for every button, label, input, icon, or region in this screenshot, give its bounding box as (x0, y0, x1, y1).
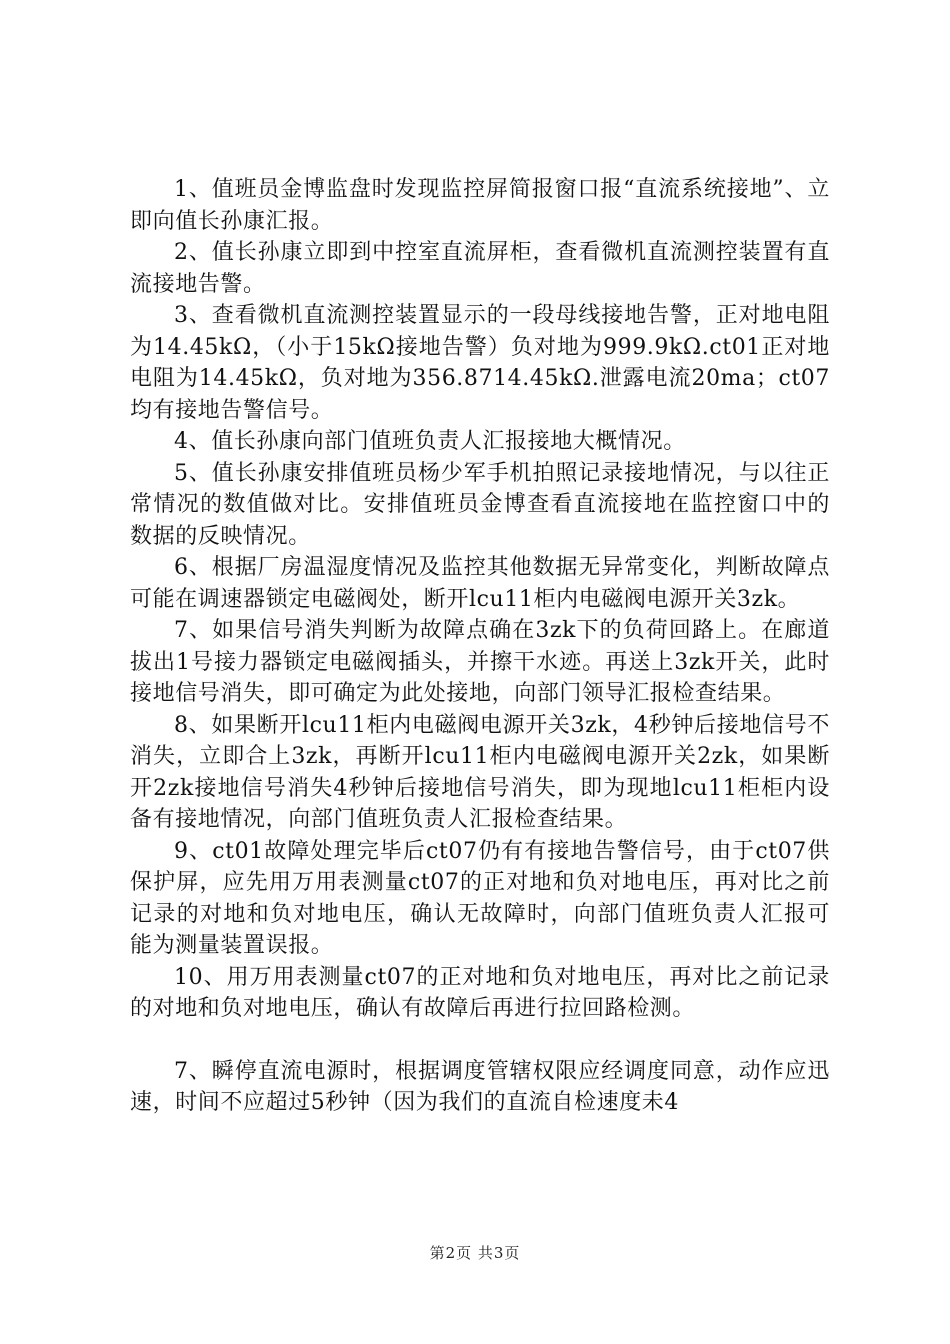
paragraph-2: 2、值长孙康立即到中控室直流屏柜，查看微机直流测控装置有直流接地告警。 (130, 240, 830, 297)
paragraph-1: 1、值班员金博监盘时发现监控屏简报窗口报“直流系统接地”、立即向值长孙康汇报。 (130, 177, 830, 234)
paragraph-8: 8、如果断开lcu11柜内电磁阀电源开关3zk，4秒钟后接地信号不消失，立即合上3zk，再断开lcu11柜内电磁阀电源开关2zk，如果断开2zk接地信号消失4秒钟后接地信号消失，即为现地lcu11柜柜内设备有接地情况，向部门值班负责人汇报检查结果。 (130, 712, 830, 832)
paragraph-10: 10、用万用表测量ct07的正对地和负对地电压，再对比之前记录的对地和负对地电压，确认有故障后再进行拉回路检测。 (130, 964, 830, 1021)
paragraph-9: 9、ct01故障处理完毕后ct07仍有有接地告警信号，由于ct07供保护屏，应先用万用表测量ct07的正对地和负对地电压，再对比之前记录的对地和负对地电压，确认无故障时，向部门值班负责人汇报可能为测量装置误报。 (130, 838, 830, 958)
paragraph-7: 7、如果信号消失判断为故障点确在3zk下的负荷回路上。在廊道拔出1号接力器锁定电磁阀插头，并擦干水迹。再送上3zk开关，此时接地信号消失，即可确定为此处接地，向部门领导汇报检查结果。 (130, 618, 830, 706)
paragraph-5: 5、值长孙康安排值班员杨少军手机拍照记录接地情况，与以往正常情况的数值做对比。安排值班员金博查看直流接地在监控窗口中的数据的反映情况。 (130, 460, 830, 549)
paragraph-11: 7、瞬停直流电源时，根据调度管辖权限应经调度同意，动作应迅速，时间不应超过5秒钟（因为我们的直流自检速度未4 (130, 1058, 830, 1115)
paragraph-gap (130, 1025, 830, 1056)
document-body (130, 174, 830, 1119)
page-number-footer: 第2页 共3页 (429, 1244, 521, 1262)
paragraph-3: 3、查看微机直流测控装置显示的一段母线接地告警，正对地电阻为14.45kΩ，（小于15kΩ接地告警）负对地为999.9kΩ.ct01正对地电阻为14.45kΩ，负对地为356.8714.45kΩ.泄露电流20ma；ct07均有接地告警信号。 (130, 303, 830, 423)
paragraph-4: 4、值长孙康向部门值班负责人汇报接地大概情况。 (174, 429, 686, 454)
paragraph-6: 6、根据厂房温湿度情况及监控其他数据无异常变化，判断故障点可能在调速器锁定电磁阀处，断开lcu11柜内电磁阀电源开关3zk。 (130, 555, 830, 612)
